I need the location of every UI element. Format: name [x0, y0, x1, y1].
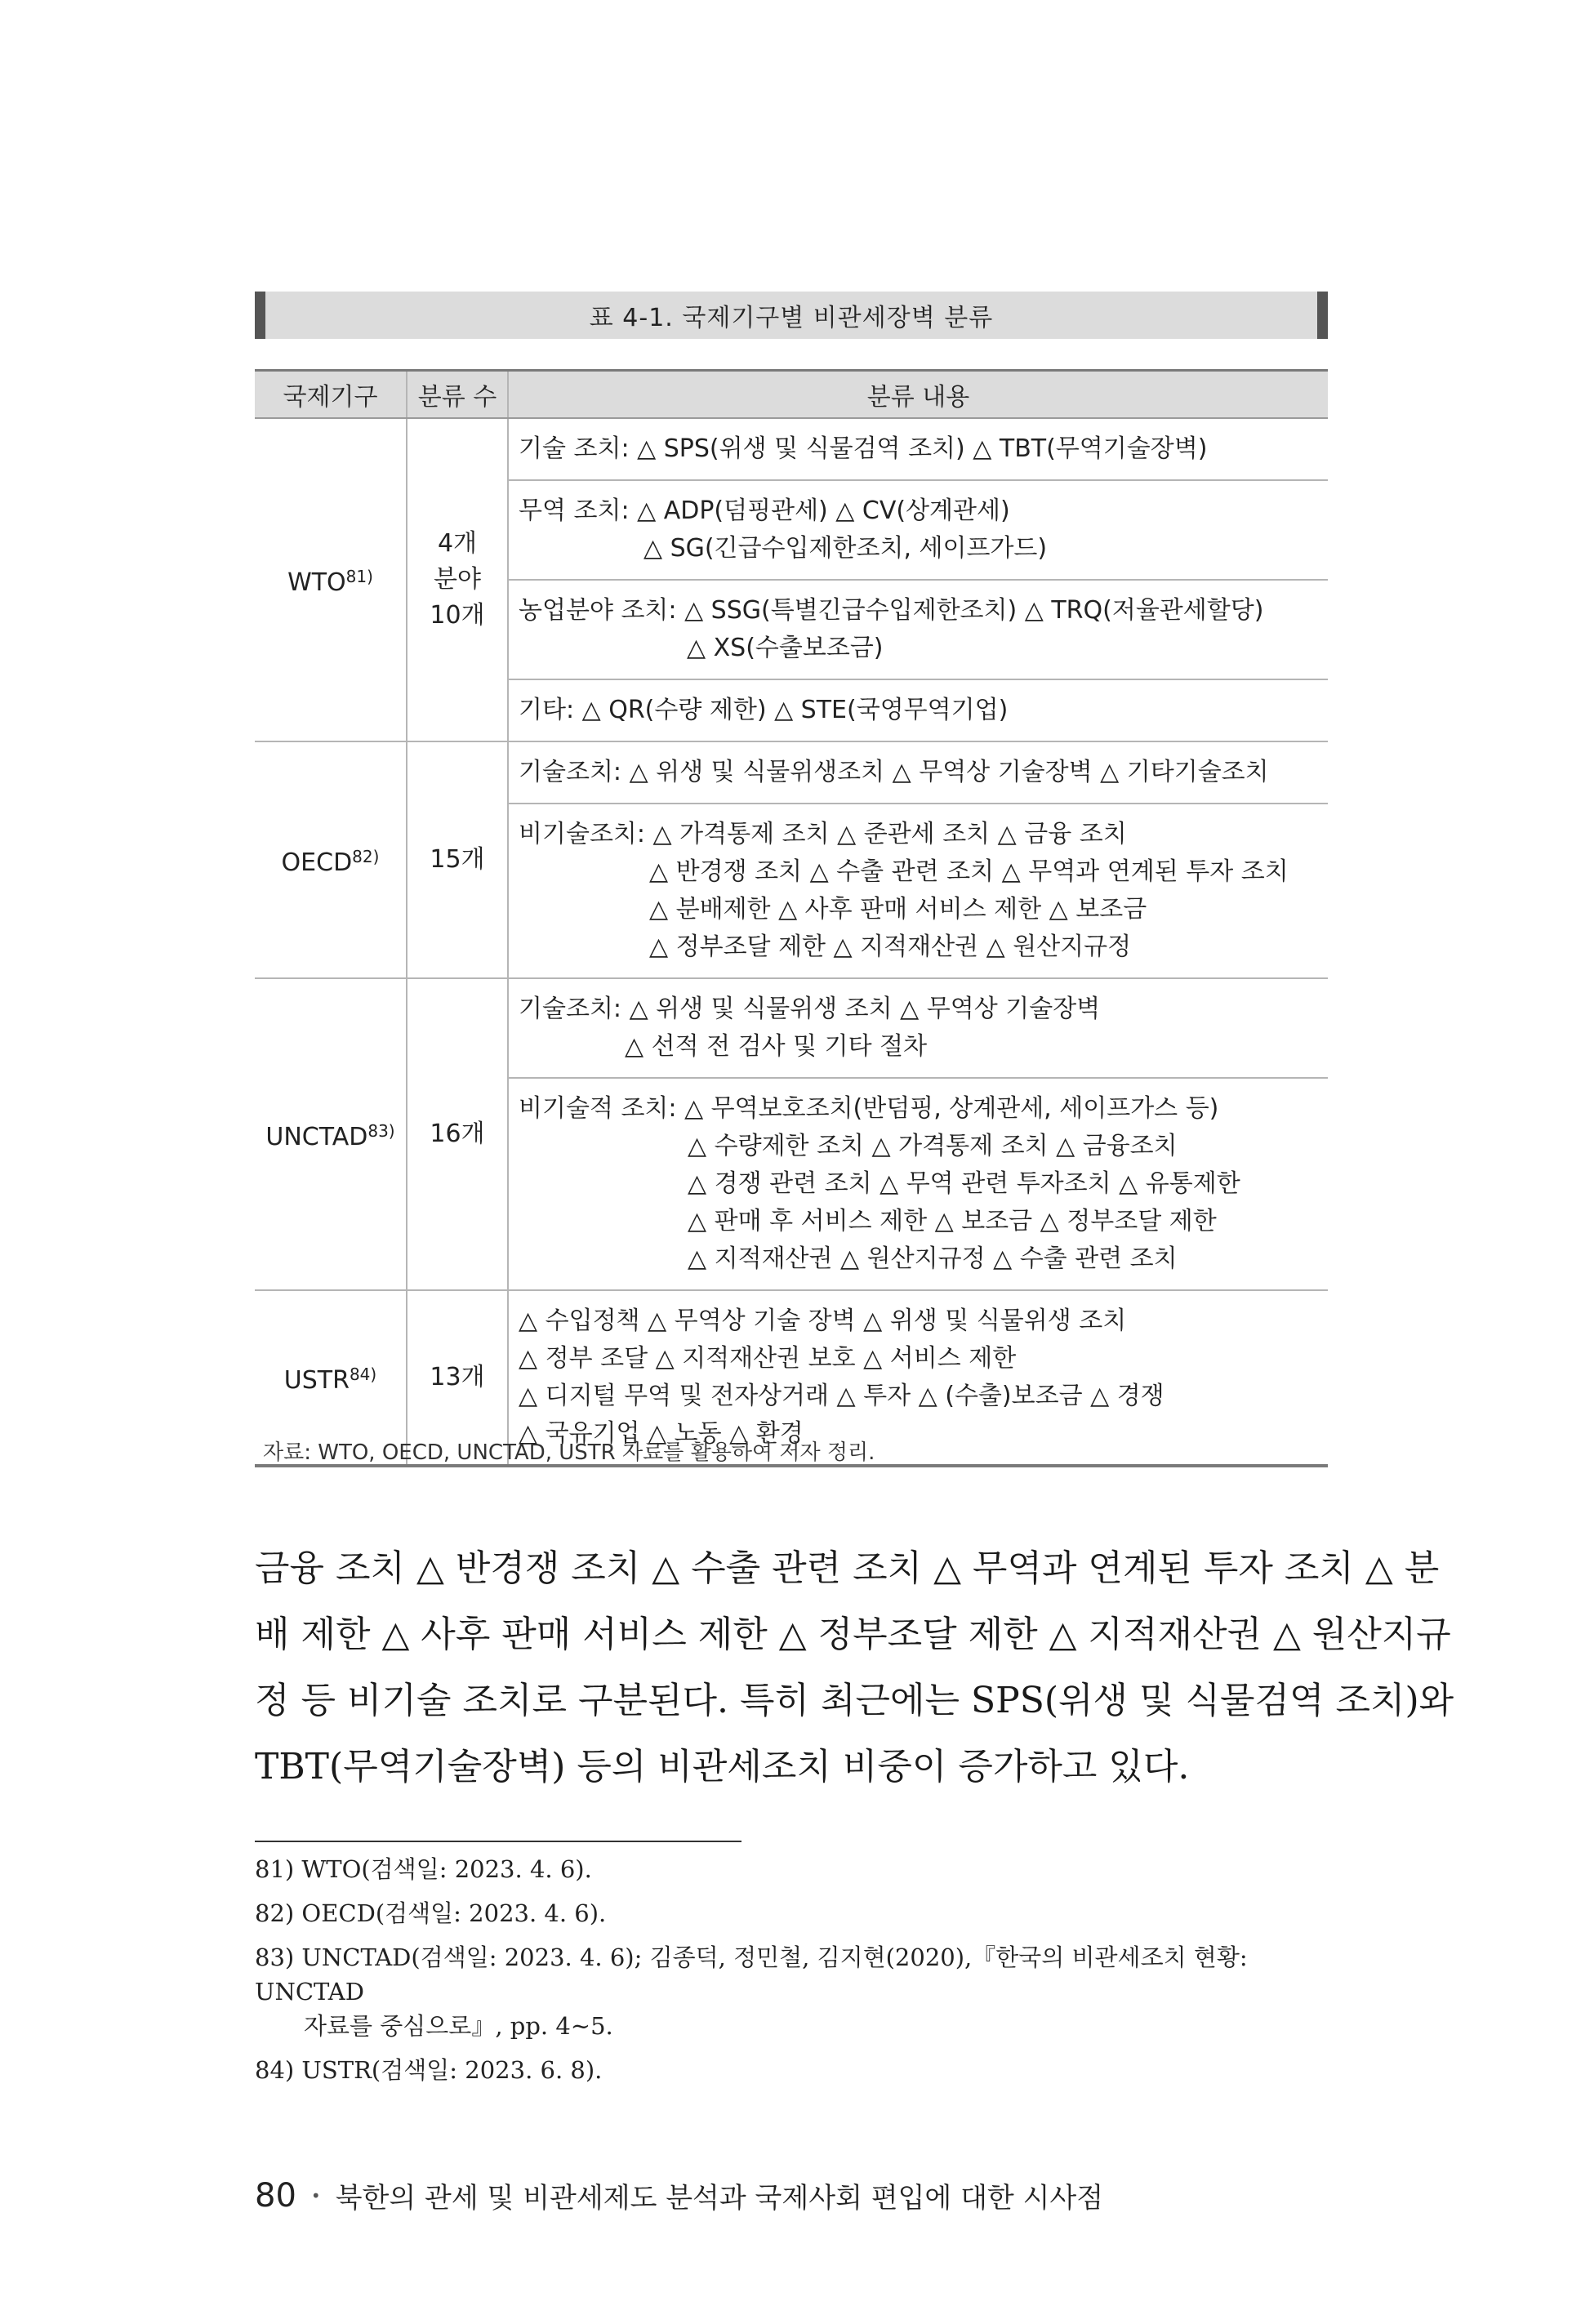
table-row [255, 741, 1328, 804]
running-title: 북한의 관세 및 비관세제도 분석과 국제사회 편입에 대한 시사점 [335, 2182, 1104, 2215]
count-cell: 16개 [407, 978, 508, 1290]
header-content: 분류 내용 [508, 371, 1328, 419]
table-caption: 표 4-1. 국제기구별 비관세장벽 분류 [255, 292, 1328, 339]
content-cell: 기타: △ QR(수량 제한) △ STE(국영무역기업) [508, 679, 1328, 741]
table-row [255, 978, 1328, 1078]
footnote-82: 82) OECD(검색일: 2023. 4. 6). [255, 1899, 607, 1927]
footnote-ref: 82) [352, 847, 380, 866]
org-cell: WTO$^{81)}$ [255, 418, 407, 741]
footnote-divider [255, 1841, 741, 1842]
content-cell: 기술조치: △ 위생 및 식물위생조치 △ 무역상 기술장벽 △ 기타기술조치 [508, 741, 1328, 804]
footer-separator: • [310, 2185, 321, 2206]
body-line: TBT(무역기술장벽) 등의 비관세조치 비중이 증가하고 있다. [255, 1746, 1190, 1788]
table-header-row [255, 371, 1328, 419]
table-source-note: 자료: WTO, OECD, UNCTAD, USTR 자료를 활용하여 저자 정리. [263, 1440, 875, 1465]
body-line: 배 제한 △ 사후 판매 서비스 제한 △ 정부조달 제한 △ 지적재산권 △ 원산지규 [255, 1614, 1451, 1655]
content-cell: 기술조치: △ 위생 및 식물위생 조치 △ 무역상 기술장벽 △ 선적 전 검사 및 기타 절차 [508, 978, 1328, 1078]
count-cell: 15개 [407, 741, 508, 978]
org-cell: USTR$^{84)}$ [255, 1290, 407, 1466]
footnote-ref: 83) [367, 1121, 395, 1141]
count-cell: 13개 [407, 1290, 508, 1466]
content-cell: 기술 조치: △ SPS(위생 및 식물검역 조치) △ TBT(무역기술장벽) [508, 418, 1328, 480]
body-line: 정 등 비기술 조치로 구분된다. 특히 최근에는 SPS(위생 및 식물검역 조치)와 [255, 1680, 1454, 1721]
content-cell: 비기술조치: △ 가격통제 조치 △ 준관세 조치 △ 금융 조치 △ 반경쟁 조치 △ 수출 관련 조치 △ 무역과 연계된 투자 조치 △ 분배제한 △ 사후 판매 서비스 제한 △ 보조금 △ 정부조달 제한 △ 지적재산권 △ 원산지규정 [508, 804, 1328, 978]
page-number: 80 [255, 2176, 296, 2215]
header-count: 분류 수 [407, 371, 508, 419]
count-cell: 4개 분야 10개 [407, 418, 508, 741]
body-paragraph [255, 1535, 1454, 1800]
footnotes [255, 1852, 1333, 2097]
content-cell: △ 수입정책 △ 무역상 기술 장벽 △ 위생 및 식물위생 조치 △ 정부 조달 △ 지적재산권 보호 △ 서비스 제한 △ 디지털 무역 및 전자상거래 △ 투자 △ (수출)보조금 △ 경쟁 △ 국유기업 △ 노동 △ 환경 [508, 1290, 1328, 1466]
footnote-81: 81) WTO(검색일: 2023. 4. 6). [255, 1855, 592, 1883]
footnote-83: 83) UNCTAD(검색일: 2023. 4. 6); 김종덕, 정민철, 김지현(2020),『한국의 비관세조치 현황: UNCTAD 자료를 중심으로』, pp. 4~5. [255, 1943, 1248, 2040]
table-row [255, 418, 1328, 480]
org-cell: UNCTAD$^{83)}$ [255, 978, 407, 1290]
content-cell: 농업분야 조치: △ SSG(특별긴급수입제한조치) △ TRQ(저율관세할당) △ XS(수출보조금) [508, 580, 1328, 679]
footnote-ref: 84) [349, 1365, 377, 1384]
ntb-classification-table [255, 369, 1328, 1467]
org-cell: OECD$^{82)}$ [255, 741, 407, 978]
footnote-84: 84) USTR(검색일: 2023. 6. 8). [255, 2056, 603, 2084]
footnote-ref: 81) [345, 567, 373, 586]
content-cell: 비기술적 조치: △ 무역보호조치(반덤핑, 상계관세, 세이프가스 등) △ 수량제한 조치 △ 가격통제 조치 △ 금융조치 △ 경쟁 관련 조치 △ 무역 관련 투자조치 △ 유통제한 △ 판매 후 서비스 제한 △ 보조금 △ 정부조달 제한 △ 지적재산권 △ 원산지규정 △ 수출 관련 조치 [508, 1078, 1328, 1290]
content-cell: 무역 조치: △ ADP(덤핑관세) △ CV(상계관세) △ SG(긴급수입제한조치, 세이프가드) [508, 480, 1328, 580]
header-org: 국제기구 [255, 371, 407, 419]
page-footer [255, 2175, 1103, 2215]
body-line: 금융 조치 △ 반경쟁 조치 △ 수출 관련 조치 △ 무역과 연계된 투자 조치 △ 분 [255, 1547, 1440, 1589]
